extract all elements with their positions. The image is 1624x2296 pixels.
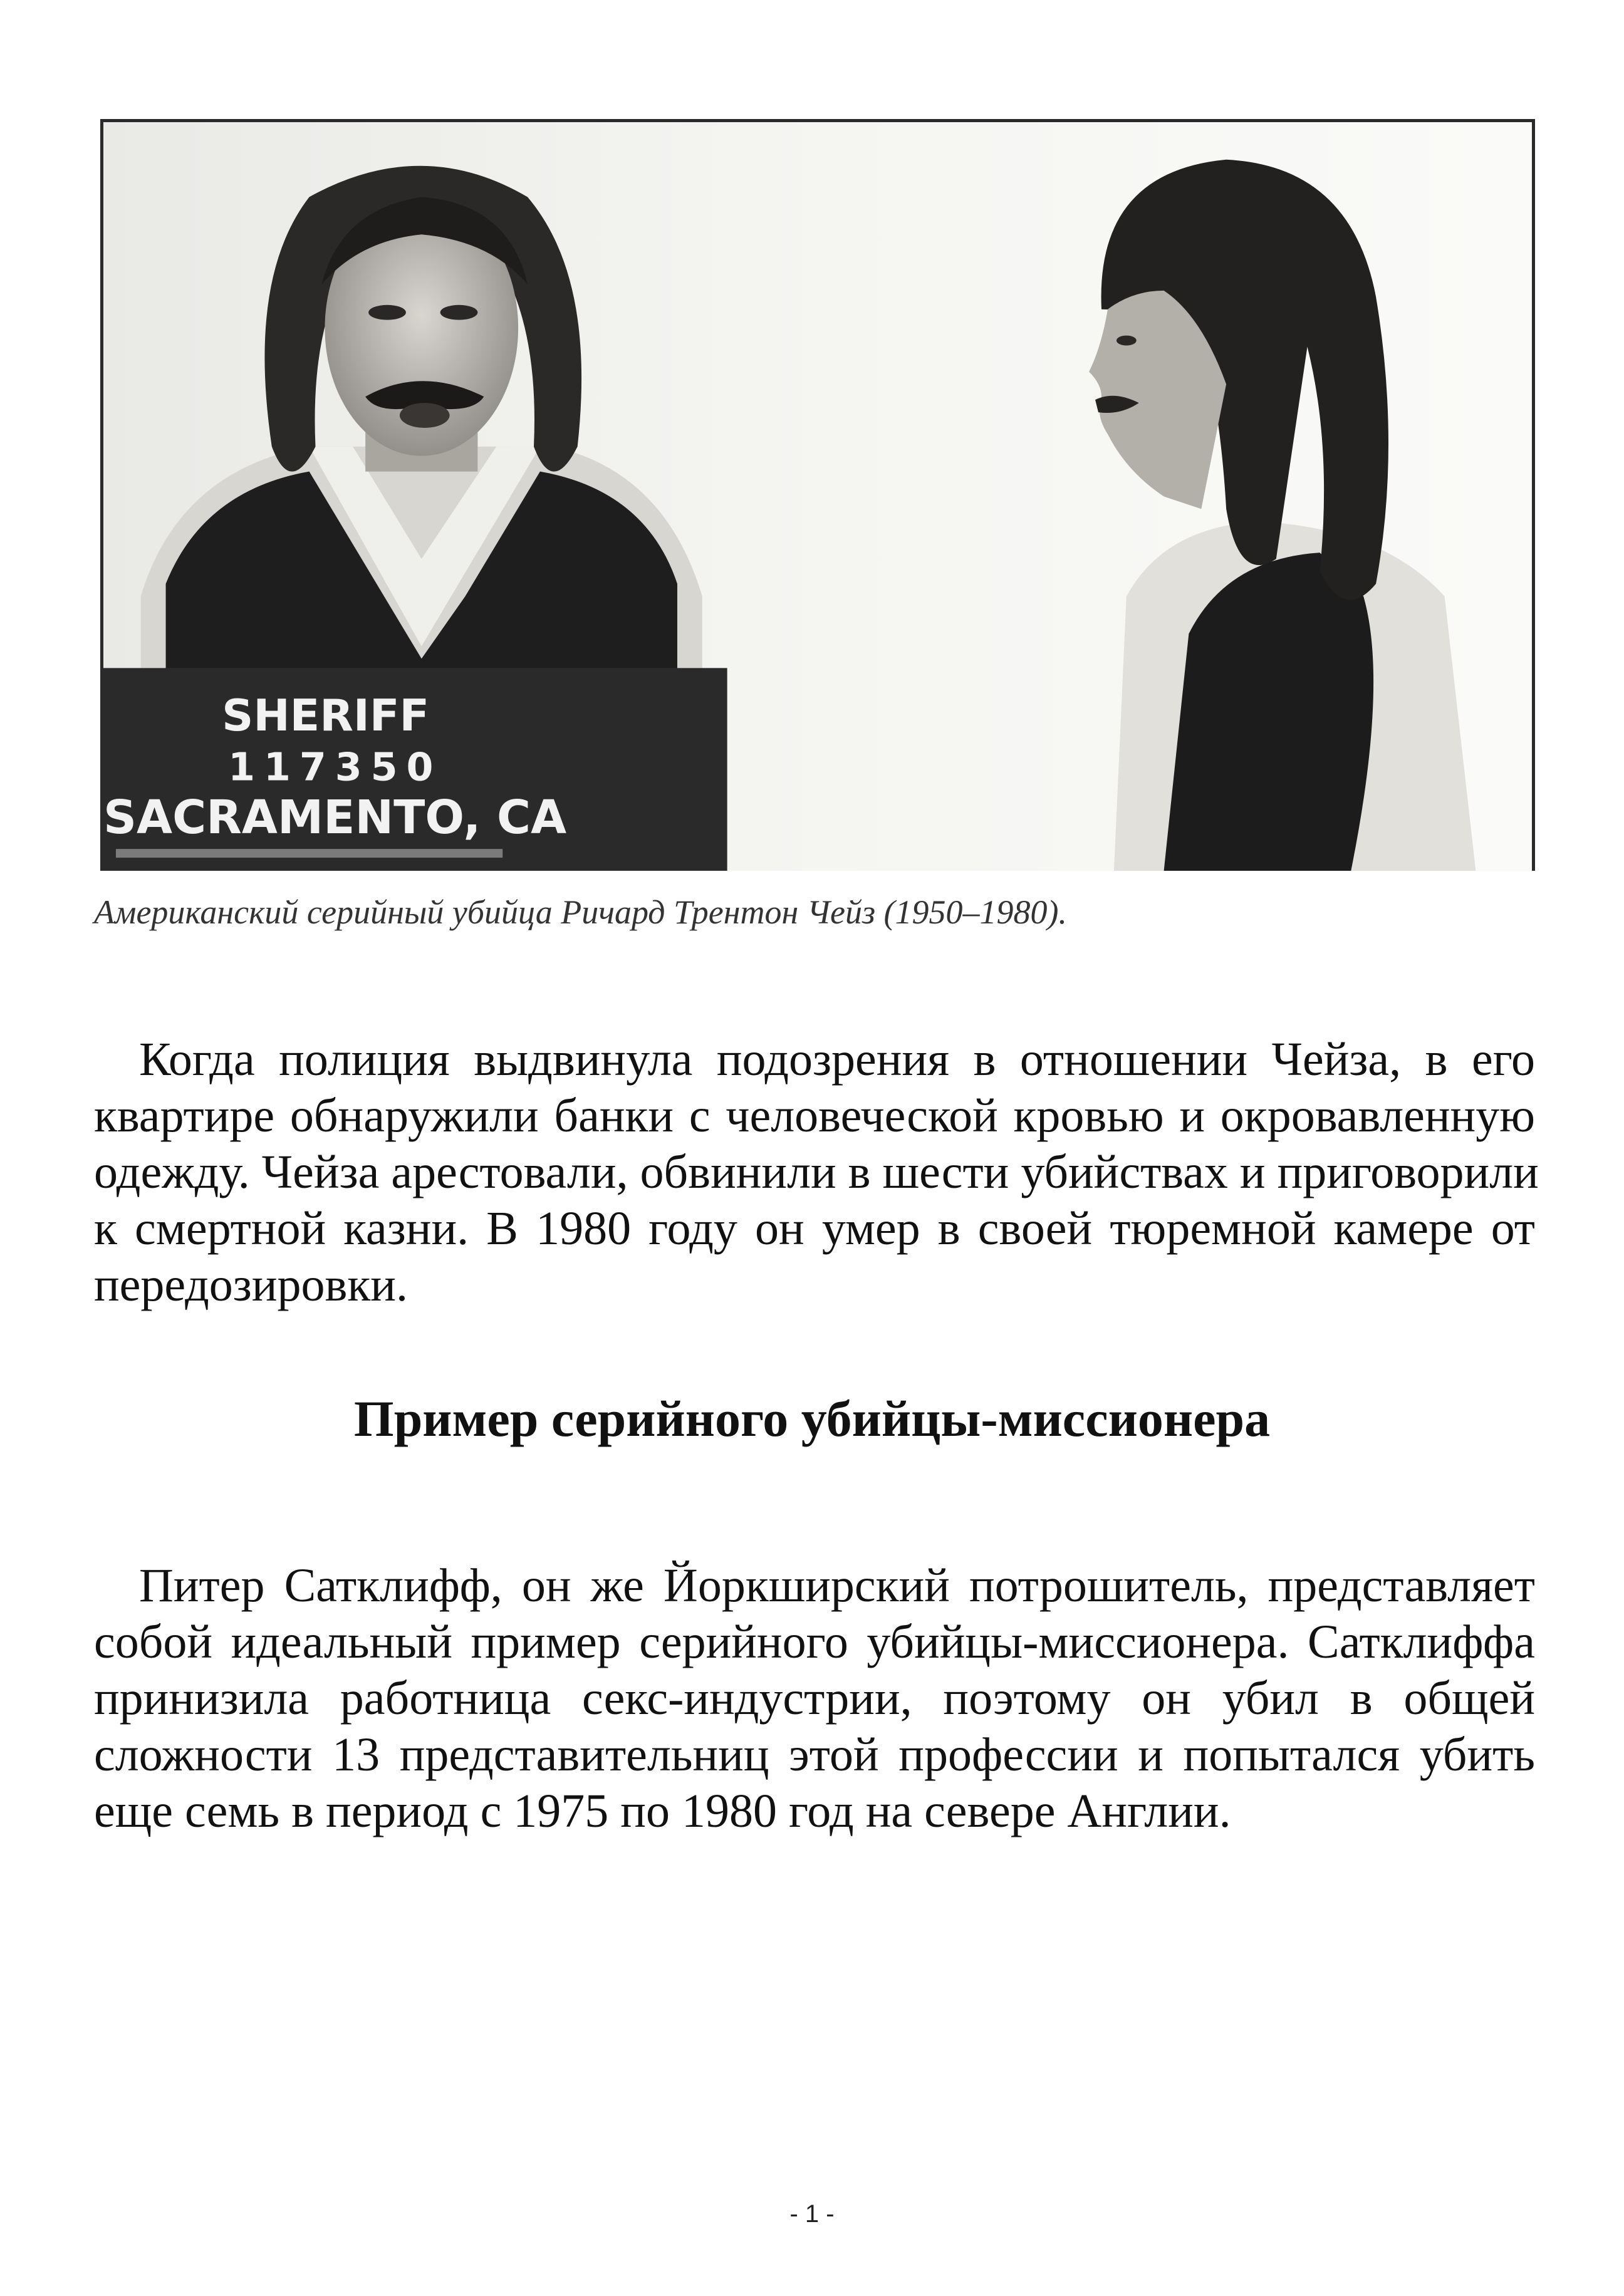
paragraph-line: к смертной казни. В 1980 году он умер в своей тюремной камере от xyxy=(94,1202,1535,1255)
mugshot-image xyxy=(103,122,1532,871)
paragraph-line: принизила работница секс-индустрии, поэтому он убил в общей xyxy=(94,1672,1535,1725)
paragraph-line: сложности 13 представительниц этой профессии и попытался убить xyxy=(94,1728,1535,1781)
paragraph-line: одежду. Чейза арестовали, обвинили в шести убийствах и приговорили xyxy=(94,1146,1539,1198)
paragraph-line: Питер Сатклифф, он же Йоркширский потрошитель, представляет xyxy=(139,1559,1535,1612)
paragraph-sutcliffe xyxy=(94,1557,1535,1839)
paragraph-line: квартире обнаружили банки с человеческой кровью и окровавленную xyxy=(94,1089,1535,1142)
paragraph-line: собой идеальный пример серийного убийцы-миссионера. Сатклиффа xyxy=(94,1616,1535,1668)
paragraph-line: еще семь в период с 1975 по 1980 год на севере Англии. xyxy=(94,1785,1231,1837)
sign-line-1: SHERIFF xyxy=(222,690,430,741)
paragraph-line: Когда полиция выдвинула подозрения в отношении Чейза, в его xyxy=(139,1033,1535,1086)
sign-line-3: SACRAMENTO, CA xyxy=(103,791,567,845)
photo-caption: Американский серийный убийца Ричард Трентон Чейз (1950–1980). xyxy=(94,893,1068,931)
paragraph-line: передозировки. xyxy=(94,1259,408,1311)
page-number: - 1 - xyxy=(789,2200,835,2228)
mugshot-photo xyxy=(100,119,1535,871)
sheriff-sign xyxy=(103,668,727,871)
sign-line-2: 117350 xyxy=(228,744,442,790)
paragraph-chase xyxy=(94,1031,1539,1313)
section-heading: Пример серийного убийцы-миссионера xyxy=(353,1390,1271,1447)
